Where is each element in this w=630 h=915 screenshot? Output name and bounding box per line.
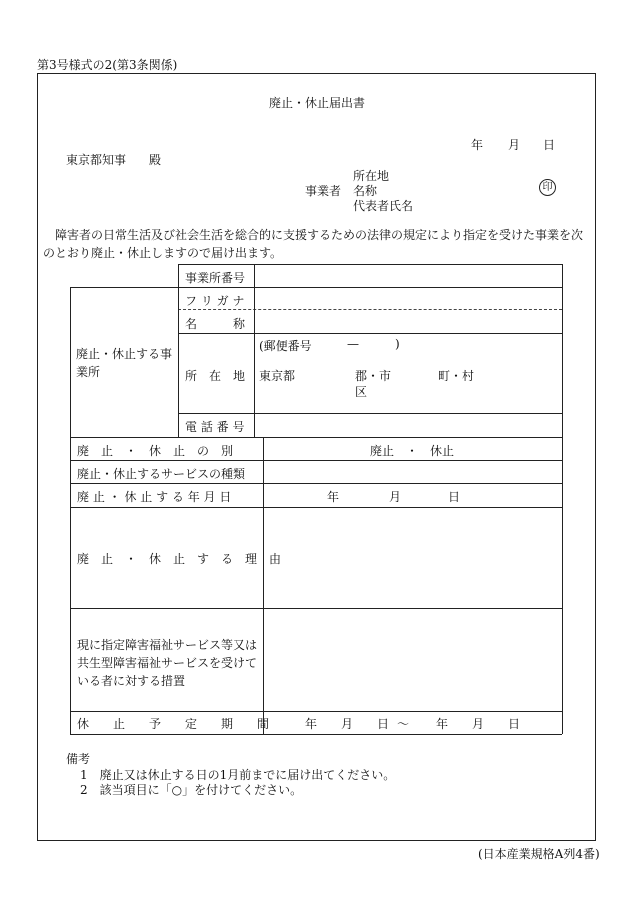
close-date-month: 月 <box>389 490 402 504</box>
close-date-year: 年 <box>327 490 340 504</box>
phone-label: 電 話 番 号 <box>185 420 245 434</box>
measures-label: 現に指定障害福祉サービス等又は共生型障害福祉サービスを受けている者に対する措置 <box>77 638 258 688</box>
reason-label: 廃 止 ・ 休 止 す る 理 由 <box>77 552 282 566</box>
office-number-label: 事業所番号 <box>185 271 246 285</box>
postal-label: (郵便番号 <box>259 339 312 353</box>
office-group-label: 廃止・休止する事業所 <box>76 347 173 379</box>
close-date-day: 日 <box>448 490 461 504</box>
date-month: 月 <box>508 138 521 152</box>
location-field[interactable] <box>255 334 561 412</box>
operator-address-label: 所在地 <box>353 169 390 183</box>
measures-field[interactable] <box>264 609 561 710</box>
period-month-1: 月 <box>341 717 354 731</box>
notes-heading: 備考 <box>66 752 91 766</box>
operator-rep-label: 代表者氏名 <box>353 199 414 213</box>
service-label: 廃止・休止するサービスの種類 <box>77 467 246 481</box>
honorific: 殿 <box>149 153 162 167</box>
note-item: 2 該当項目に「○」を付けてください。 <box>80 783 303 797</box>
period-label: 休 止 予 定 期 間 <box>77 717 270 731</box>
postal-close: ) <box>395 337 400 351</box>
address-machi-mura: 町・村 <box>438 369 475 383</box>
type-label: 廃 止 ・ 休 止 の 別 <box>77 444 234 458</box>
location-label: 所 在 地 <box>185 369 246 383</box>
period-tilde: ～ <box>397 717 410 731</box>
address-ku: 区 <box>355 385 368 399</box>
period-day-2: 日 <box>508 717 521 731</box>
operator-name-label: 名称 <box>353 184 378 198</box>
form-title: 廃止・休止届出書 <box>269 96 366 110</box>
period-year-1: 年 <box>305 717 318 731</box>
date-year: 年 <box>471 138 484 152</box>
form-number: 第3号様式の2(第3条関係) <box>37 58 178 72</box>
operator-label: 事業者 <box>305 184 342 198</box>
addressee: 東京都知事 <box>66 153 127 167</box>
address-gun-shi: 郡・市 <box>355 369 392 383</box>
service-field[interactable] <box>264 461 561 482</box>
date-label: 廃 止 ・ 休 止 す る 年 月 日 <box>77 490 232 504</box>
phone-field[interactable] <box>255 414 561 436</box>
reason-field[interactable] <box>264 508 561 607</box>
period-year-2: 年 <box>436 717 449 731</box>
seal-icon: 印 <box>539 179 556 196</box>
intro-text: 障害者の日常生活及び社会生活を総合的に支援するための法律の規定により指定を受けた事業を次のとおり廃止・休止しますので届け出ます。 <box>43 228 584 260</box>
name-field[interactable] <box>255 310 561 332</box>
note-item: 1 廃止又は休止する日の1月前までに届け出てください。 <box>80 768 396 782</box>
address-tokyo: 東京都 <box>259 369 296 383</box>
footer-standard: (日本産業規格A列4番) <box>478 847 600 861</box>
type-value[interactable]: 廃止 ・ 休止 <box>370 444 455 458</box>
postal-dash: — <box>347 337 359 351</box>
date-day: 日 <box>543 138 556 152</box>
period-day-1: 日 <box>377 717 390 731</box>
period-month-2: 月 <box>472 717 485 731</box>
furigana-label: フ リ ガ ナ <box>185 294 245 308</box>
office-number-field[interactable] <box>255 265 561 286</box>
furigana-field[interactable] <box>255 288 561 308</box>
name-label: 名 称 <box>185 317 246 331</box>
